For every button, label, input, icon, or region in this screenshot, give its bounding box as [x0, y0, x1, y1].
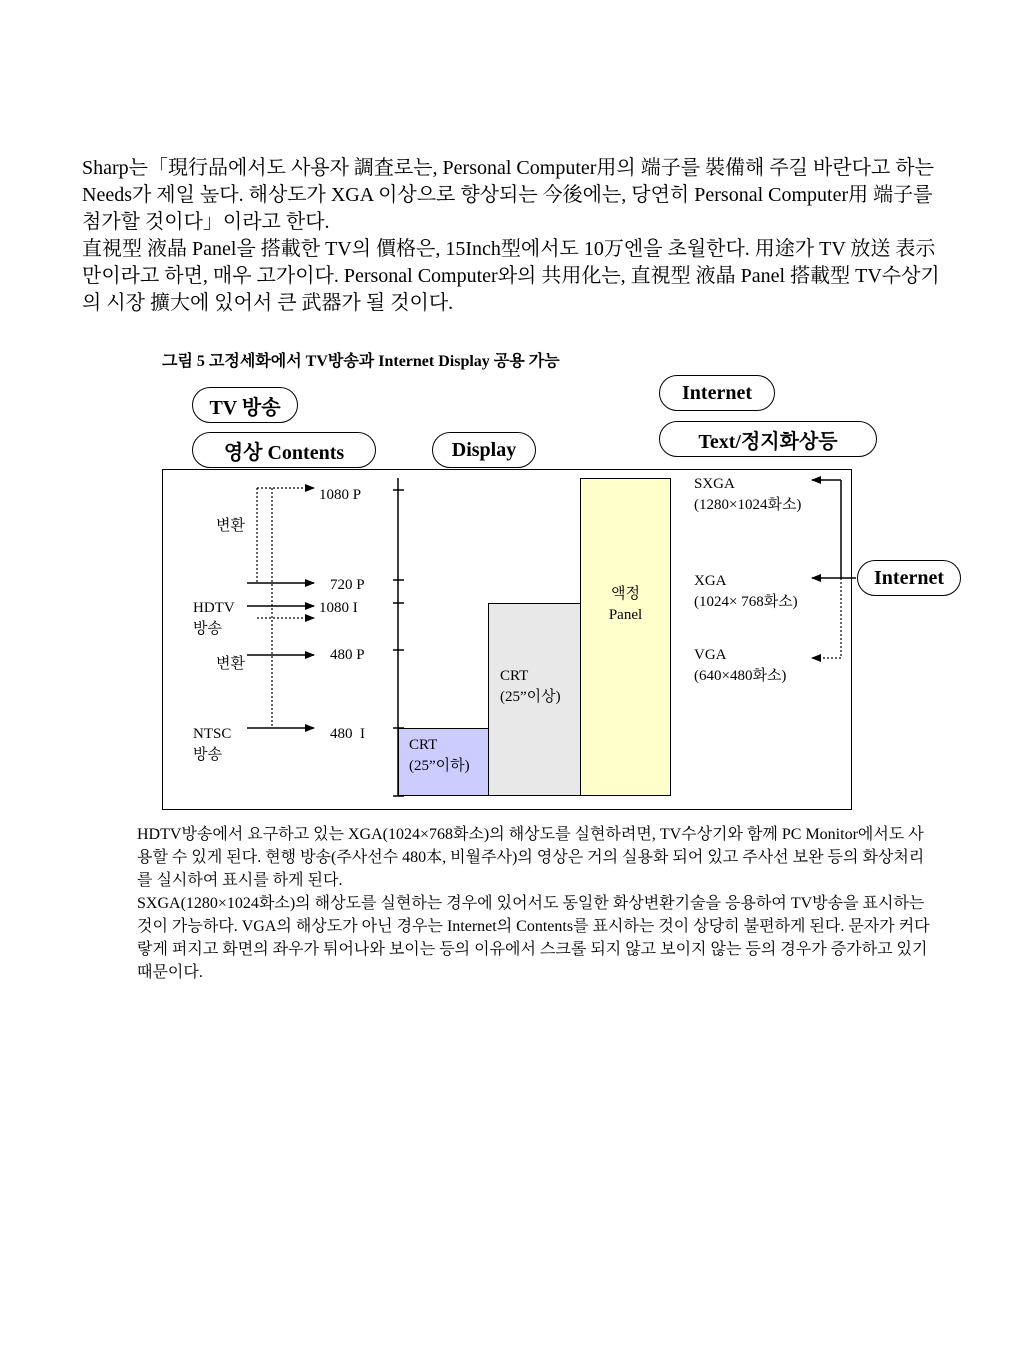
format-480i: 480 I — [330, 726, 365, 742]
tv-broadcast-pill: TV 방송 — [192, 387, 298, 423]
hdtv-label-line2: 방송 — [193, 621, 222, 637]
xga-pixels: (1024× 768화소) — [694, 594, 798, 610]
crt-large-label-line2: (25”이상) — [500, 689, 561, 705]
figure-caption: 그림 5 고정세화에서 TV방송과 Internet Display 공용 가능 — [162, 353, 560, 370]
crt-small-label-line1: CRT — [409, 737, 438, 753]
vga-pixels: (640×480화소) — [694, 668, 787, 684]
ntsc-label-line2: 방송 — [193, 747, 222, 763]
video-contents-pill: 영상 Contents — [192, 432, 376, 468]
display-pill: Display — [432, 432, 536, 468]
convert-label-1: 변환 — [216, 518, 245, 534]
intro-paragraph-2: 直視型 液晶 Panel을 搭載한 TV의 價格은, 15Inch型에서도 10万엔을 초월한다. 用途가 TV 放送 表示만이라고 하면, 매우 고가이다. Personal Computer와의 共用化는, 直視型 液晶 Panel 搭載型 TV수상기의 시장 擴大에 있어서 큰 武器가 될 것이다. — [82, 238, 940, 314]
body-paragraph-2: SXGA(1280×1024화소)의 해상도를 실현하는 경우에 있어서도 동일한 화상변환기술을 응용하여 TV방송을 표시하는 것이 가능하다. VGA의 해상도가 아닌 경우는 Internet의 Contents를 표시하는 것이 상당히 불편하게 된다. 문자가 커다랗게 퍼지고 화면의 좌우가 튀어나와 보이는 등의 이유에서 스크롤 되지 않고 보이지 않는 등의 경우가 증가하고 있기 때문이다. — [137, 895, 930, 981]
internet-arrows — [812, 480, 856, 658]
lcd-panel-label-line1: 액정 — [611, 586, 640, 602]
lcd-panel-label-line2: Panel — [608, 607, 643, 623]
convert-label-2: 변환 — [216, 656, 245, 672]
body-paragraph-1: HDTV방송에서 요구하고 있는 XGA(1024×768화소)의 해상도를 실현하려면, TV수상기와 함께 PC Monitor에서도 사용할 수 있게 된다. 현행 방송(주사선수 480本, 비월주사)의 영상은 거의 실용화 되어 있고 주사선 보완 등의 화상처리를 실시하여 표시를 하게 된다. — [137, 826, 925, 889]
sxga-pixels: (1280×1024화소) — [694, 497, 802, 513]
source-arrows — [247, 583, 314, 728]
resolution-axis — [393, 478, 404, 796]
sxga-name: SXGA — [694, 476, 735, 492]
crt-large-label-line1: CRT — [500, 668, 529, 684]
format-480p: 480 P — [330, 647, 365, 663]
crt-small-label-line2: (25”이하) — [409, 758, 470, 774]
internet-right-pill: Internet — [857, 560, 961, 596]
internet-top-pill: Internet — [659, 375, 775, 411]
hdtv-label-line1: HDTV — [193, 600, 235, 616]
body-text — [137, 823, 937, 984]
format-1080p: 1080 P — [319, 487, 362, 503]
ntsc-label-line1: NTSC — [193, 726, 232, 742]
vga-name: VGA — [694, 647, 727, 663]
format-720p: 720 P — [330, 577, 365, 593]
conversion-dotted-lines — [257, 488, 314, 728]
intro-paragraph-1: Sharp는「現行品에서도 사용자 調査로는, Personal Computer用의 端子를 裝備해 주길 바란다고 하는 Needs가 제일 높다. 해상도가 XGA 이상으로 향상되는 今後에는, 당연히 Personal Computer用 端子를 첨가할 것이다」이라고 한다. — [82, 157, 934, 233]
text-still-image-pill: Text/정지화상등 — [659, 421, 877, 457]
format-1080i: 1080 I — [319, 600, 358, 616]
xga-name: XGA — [694, 573, 727, 589]
